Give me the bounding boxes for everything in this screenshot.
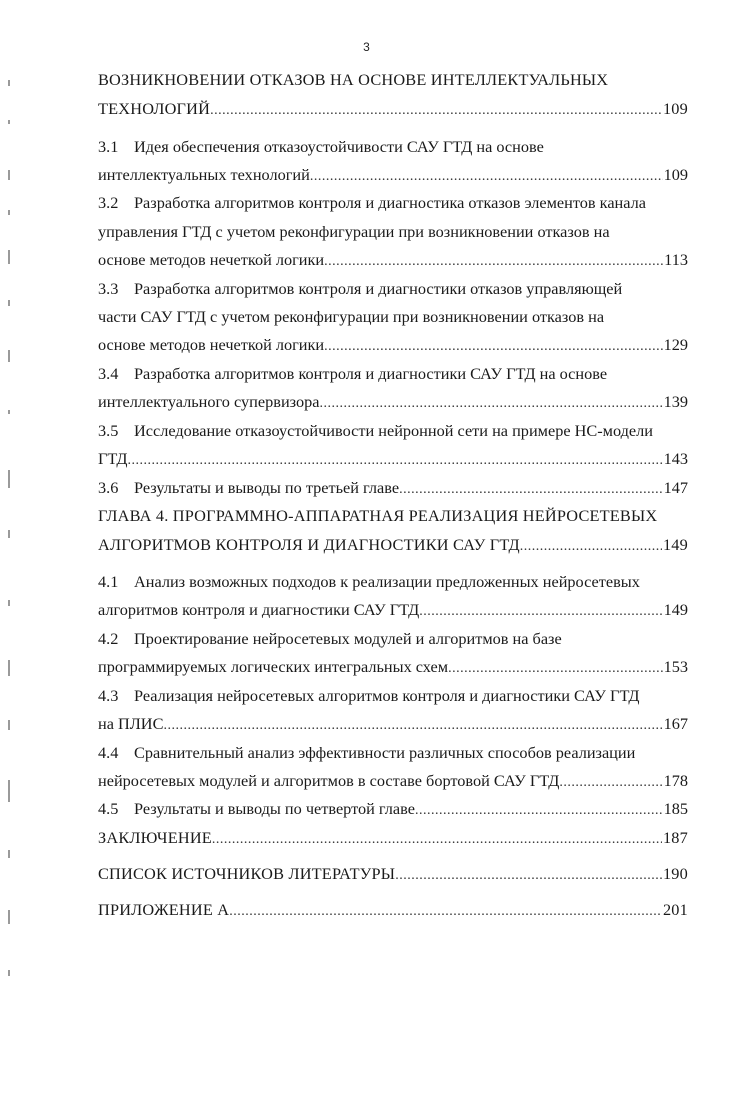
- toc-page-number: 129: [663, 335, 688, 354]
- toc-references[interactable]: СПИСОК ИСТОЧНИКОВ ЛИТЕРАТУРЫ ..... 190: [98, 864, 688, 886]
- toc-page-number: 143: [663, 449, 688, 468]
- toc-conclusion[interactable]: ЗАКЛЮЧЕНИЕ ..... 187: [98, 828, 688, 850]
- toc-page-number: 139: [663, 392, 688, 411]
- toc-chapter4-title-line1: ГЛАВА 4. ПРОГРАММНО-АППАРАТНАЯ РЕАЛИЗАЦИЯ НЕЙРОСЕТЕВЫХ: [98, 506, 658, 525]
- toc-page-number: 147: [663, 478, 688, 497]
- toc-section-4-4: 4.4 Сравнительный анализ эффективности различных способов реализации: [98, 743, 636, 762]
- toc-section-3-3: 3.3 Разработка алгоритмов контроля и диагностики отказов управляющей: [98, 279, 623, 298]
- toc-section-3-2-line3[interactable]: основе методов нечеткой логики ..... 113: [98, 250, 688, 272]
- toc-page-number: 201: [662, 900, 688, 919]
- toc-chapter4-title-line2[interactable]: АЛГОРИТМОВ КОНТРОЛЯ И ДИАГНОСТИКИ САУ ГТД ..... 149: [98, 535, 688, 557]
- toc-page-number: 113: [664, 250, 688, 269]
- toc-chapter3-title-line2[interactable]: ТЕХНОЛОГИЙ ..... 109: [98, 99, 688, 121]
- toc-page-number: 153: [663, 657, 688, 676]
- toc-page-number: 167: [663, 714, 688, 733]
- toc-section-3-2-line2: управления ГТД с учетом реконфигурации при возникновении отказов на: [98, 222, 610, 241]
- toc-section-3-1-cont[interactable]: интеллектуальных технологий ..... 109: [98, 165, 688, 187]
- toc-page-number: 149: [662, 535, 688, 554]
- toc-page-number: 109: [662, 99, 688, 118]
- toc-page-number: 178: [663, 771, 688, 790]
- toc-page-number: 185: [663, 799, 688, 818]
- toc-section-4-1: 4.1 Анализ возможных подходов к реализации предложенных нейросетевых: [98, 572, 640, 591]
- toc-section-3-1: 3.1 Идея обеспечения отказоустойчивости САУ ГТД на основе: [98, 137, 544, 156]
- toc-chapter3-title-line1: ВОЗНИКНОВЕНИИ ОТКАЗОВ НА ОСНОВЕ ИНТЕЛЛЕКТУАЛЬНЫХ: [98, 70, 609, 89]
- toc-section-3-2: 3.2 Разработка алгоритмов контроля и диагностика отказов элементов канала: [98, 193, 646, 212]
- toc-section-4-5[interactable]: 4.5 Результаты и выводы по четвертой главе ..... 185: [98, 799, 688, 821]
- toc-section-4-3: 4.3 Реализация нейросетевых алгоритмов контроля и диагностики САУ ГТД: [98, 686, 640, 705]
- page-number: 3: [363, 40, 370, 54]
- toc-section-3-6[interactable]: 3.6 Результаты и выводы по третьей главе ..... 147: [98, 478, 688, 500]
- toc-section-3-3-line2: части САУ ГТД с учетом реконфигурации при возникновении отказов на: [98, 307, 605, 326]
- toc-section-4-2: 4.2 Проектирование нейросетевых модулей и алгоритмов на базе: [98, 629, 562, 648]
- toc-section-4-3-line2[interactable]: на ПЛИС ..... 167: [98, 714, 688, 736]
- toc-page-number: 149: [663, 600, 688, 619]
- toc-page-number: 190: [662, 864, 688, 883]
- toc-section-3-3-line3[interactable]: основе методов нечеткой логики ..... 129: [98, 335, 688, 357]
- toc-appendix-a[interactable]: ПРИЛОЖЕНИЕ А ..... 201: [98, 900, 688, 922]
- toc-section-3-4-line2[interactable]: интеллектуального супервизора ..... 139: [98, 392, 688, 414]
- toc-page-number: 109: [663, 165, 688, 184]
- toc-section-4-2-line2[interactable]: программируемых логических интегральных схем ..... 153: [98, 657, 688, 679]
- toc-page-number: 187: [662, 828, 688, 847]
- toc-section-4-1-line2[interactable]: алгоритмов контроля и диагностики САУ ГТД ..... 149: [98, 600, 688, 622]
- toc-section-3-5: 3.5 Исследование отказоустойчивости нейронной сети на примере НС-модели: [98, 421, 653, 440]
- toc-section-3-5-line2[interactable]: ГТД ..... 143: [98, 449, 688, 471]
- toc-section-4-4-line2[interactable]: нейросетевых модулей и алгоритмов в составе бортовой САУ ГТД ..... 178: [98, 771, 688, 793]
- toc-section-3-4: 3.4 Разработка алгоритмов контроля и диагностики САУ ГТД на основе: [98, 364, 608, 383]
